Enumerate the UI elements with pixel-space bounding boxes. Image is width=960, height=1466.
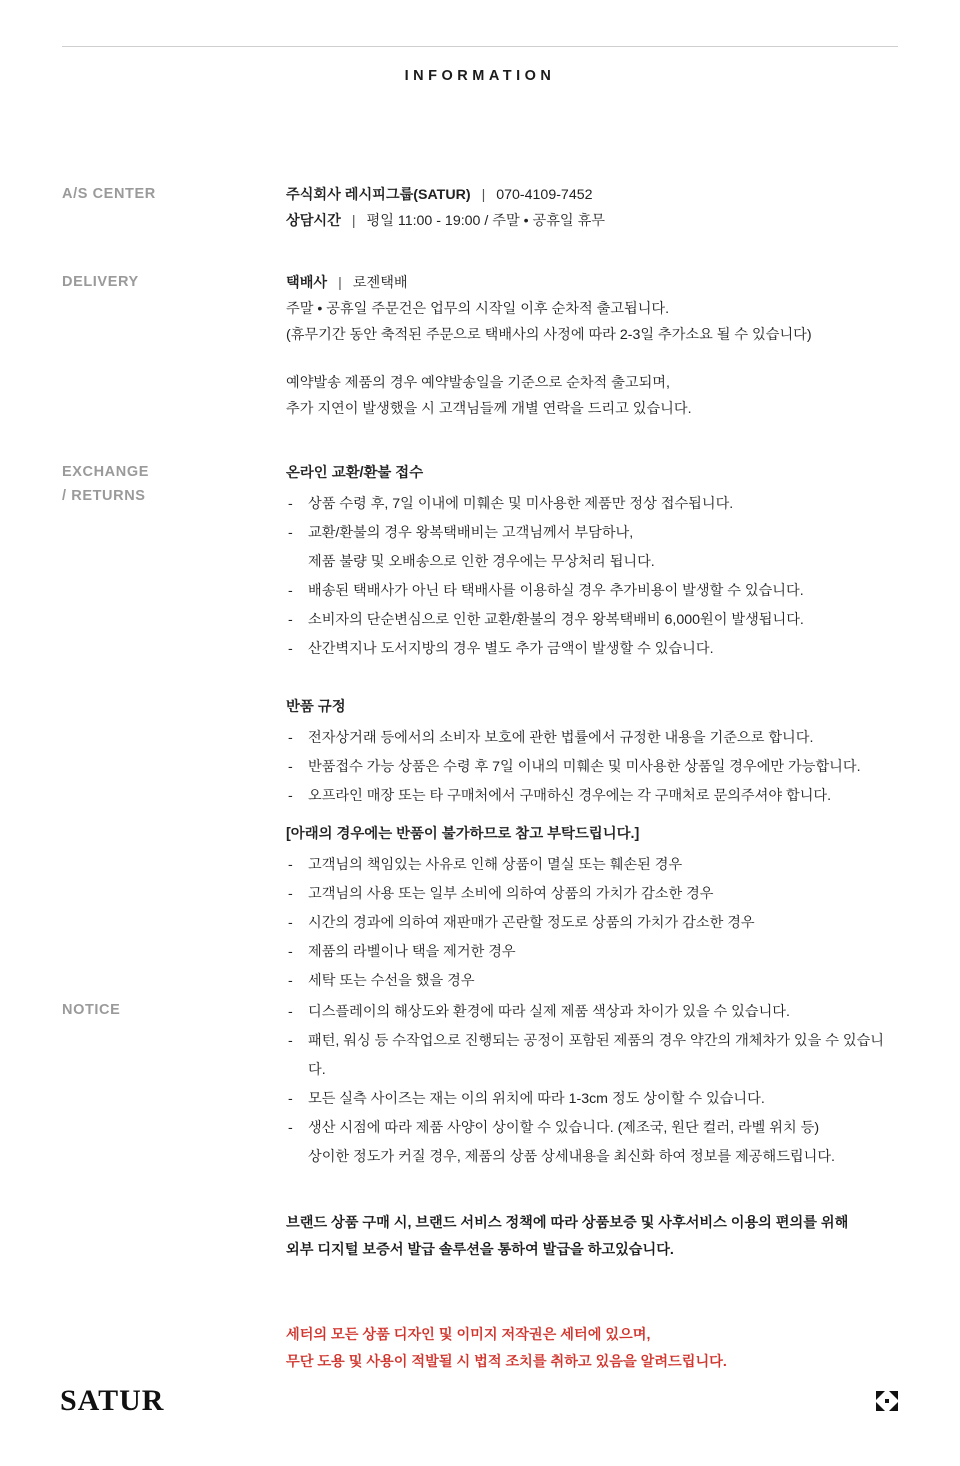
- list-item: [286, 851, 900, 880]
- list-item: [286, 967, 900, 996]
- list-item: [286, 635, 900, 664]
- copyright-line-1: 세터의 모든 상품 디자인 및 이미지 저작권은 세터에 있으며,: [286, 1327, 651, 1343]
- section-label-exchange-line1: EXCHANGE: [62, 464, 149, 480]
- list-item: [286, 782, 900, 811]
- delivery-courier-label: 택배사: [286, 275, 328, 291]
- exchange-spacer-1: [286, 664, 900, 694]
- exchange-online-list: [286, 490, 900, 664]
- delivery-line-3: (휴무기간 동안 축적된 주문으로 택배사의 사정에 따라 2-3일 추가소요 될 수 있습니다): [286, 327, 812, 343]
- footer-logo: SATUR: [60, 1384, 165, 1417]
- as-center-phone: 070-4109-7452: [496, 187, 593, 203]
- list-item-text: 전자상거래 등에서의 소비자 보호에 관한 법률에서 규정한 내용을 기준으로 합니다.: [308, 730, 814, 746]
- list-item-text: 시간의 경과에 의하여 재판매가 곤란할 정도로 상품의 가치가 감소한 경우: [308, 915, 755, 931]
- list-item-text-continued: 상이한 정도가 커질 경우, 제품의 상품 상세내용을 최신화 하여 정보를 제공해드립니다.: [308, 1149, 835, 1165]
- as-center-separator-2: |: [351, 213, 356, 229]
- delivery-line-1: [286, 270, 900, 296]
- delivery-spacer: [286, 348, 900, 370]
- section-label-notice: NOTICE: [62, 1002, 121, 1018]
- list-item: [286, 1114, 900, 1172]
- delivery-line-4: 예약발송 제품의 경우 예약발송일을 기준으로 순차적 출고되며,: [286, 375, 670, 391]
- list-item-text: 산간벽지나 도서지방의 경우 별도 추가 금액이 발생할 수 있습니다.: [308, 641, 714, 657]
- dash-marker: -: [288, 583, 293, 599]
- section-body-delivery: [286, 270, 900, 422]
- dash-marker: -: [288, 759, 293, 775]
- dash-marker: -: [288, 525, 293, 541]
- dash-marker: -: [288, 886, 293, 902]
- dash-marker: -: [288, 1033, 293, 1049]
- notice-spacer-2: [286, 1264, 900, 1322]
- dash-marker: -: [288, 612, 293, 628]
- exchange-online-title: 온라인 교환/환불 접수: [286, 465, 424, 481]
- section-label-exchange-line2: / RETURNS: [62, 488, 146, 504]
- list-item: [286, 606, 900, 635]
- dash-marker: -: [288, 915, 293, 931]
- delivery-line-5: 추가 지연이 발생했을 시 고객님들께 개별 연락을 드리고 있습니다.: [286, 401, 692, 417]
- list-item: [286, 577, 900, 606]
- list-item: [286, 724, 900, 753]
- non-returnable-title: [아래의 경우에는 반품이 불가하므로 참고 부탁드립니다.]: [286, 826, 640, 842]
- list-item-text: 고객님의 책임있는 사유로 인해 상품이 멸실 또는 훼손된 경우: [308, 857, 683, 873]
- exchange-spacer-2: [286, 811, 900, 821]
- copyright-note: [286, 1322, 900, 1376]
- dash-marker: -: [288, 1120, 293, 1136]
- list-item-text: 반품접수 가능 상품은 수령 후 7일 이내의 미훼손 및 미사용한 상품일 경우에만 가능합니다.: [308, 759, 861, 775]
- list-item-text: 배송된 택배사가 아닌 타 택배사를 이용하실 경우 추가비용이 발생할 수 있습니다.: [308, 583, 804, 599]
- dash-marker: -: [288, 973, 293, 989]
- list-item: [286, 998, 900, 1027]
- section-body-notice: [286, 998, 900, 1376]
- list-item-text: 교환/환불의 경우 왕복택배비는 고객님께서 부담하나,: [308, 525, 634, 541]
- as-center-company: 주식회사 레시피그룹(SATUR): [286, 187, 471, 203]
- list-item-text: 고객님의 사용 또는 일부 소비에 의하여 상품의 가치가 감소한 경우: [308, 886, 714, 902]
- brand-warranty-line-1: 브랜드 상품 구매 시, 브랜드 서비스 정책에 따라 상품보증 및 사후서비스 이용의 편의를 위해: [286, 1215, 849, 1231]
- as-center-separator-1: |: [481, 187, 486, 203]
- list-item-text-continued: 제품 불량 및 오배송으로 인한 경우에는 무상처리 됩니다.: [308, 554, 655, 570]
- notice-spacer-1: [286, 1172, 900, 1210]
- list-item-text: 제품의 라벨이나 택을 제거한 경우: [308, 944, 516, 960]
- page-title: INFORMATION: [404, 68, 556, 84]
- delivery-line-2: 주말 • 공휴일 주문건은 업무의 시작일 이후 순차적 출고됩니다.: [286, 301, 670, 317]
- as-center-line-2: [286, 208, 900, 234]
- list-item-text: 패턴, 워싱 등 수작업으로 진행되는 공정이 포함된 제품의 경우 약간의 개체차가 있을 수 있습니다.: [308, 1033, 884, 1078]
- top-divider: [62, 46, 898, 47]
- list-item: [286, 753, 900, 782]
- return-policy-title: 반품 규정: [286, 699, 346, 715]
- dash-marker: -: [288, 857, 293, 873]
- dash-marker: -: [288, 730, 293, 746]
- return-policy-list: [286, 724, 900, 811]
- satur-monogram-icon: [874, 1388, 900, 1414]
- dash-marker: -: [288, 1004, 293, 1020]
- section-label-as-center: A/S CENTER: [62, 186, 156, 202]
- list-item: [286, 490, 900, 519]
- list-item-text: 세탁 또는 수선을 했을 경우: [308, 973, 475, 989]
- list-item: [286, 880, 900, 909]
- as-center-line-1: [286, 182, 900, 208]
- section-body-as-center: [286, 182, 900, 234]
- list-item: [286, 1027, 900, 1085]
- delivery-separator: |: [338, 275, 342, 291]
- brand-warranty-line-2: 외부 디지털 보증서 발급 솔루션을 통하여 발급을 하고있습니다.: [286, 1242, 674, 1258]
- as-center-hours-value: 평일 11:00 - 19:00 / 주말 • 공휴일 휴무: [366, 213, 605, 229]
- list-item-text: 소비자의 단순변심으로 인한 교환/환불의 경우 왕복택배비 6,000원이 발생됩니다.: [308, 612, 804, 628]
- list-item-text: 오프라인 매장 또는 타 구매처에서 구매하신 경우에는 각 구매처로 문의주셔야 합니다.: [308, 788, 832, 804]
- section-label-exchange-returns: [62, 460, 262, 508]
- list-item-text: 모든 실측 사이즈는 재는 이의 위치에 따라 1-3cm 정도 상이할 수 있습니다.: [308, 1091, 765, 1107]
- as-center-hours-label: 상담시간: [286, 213, 341, 229]
- dash-marker: -: [288, 496, 293, 512]
- dash-marker: -: [288, 944, 293, 960]
- notice-list: [286, 998, 900, 1172]
- brand-warranty-note: [286, 1210, 900, 1264]
- section-body-exchange-returns: [286, 460, 900, 996]
- list-item-text: 상품 수령 후, 7일 이내에 미훼손 및 미사용한 제품만 정상 접수됩니다.: [308, 496, 734, 512]
- list-item-text: 디스플레이의 해상도와 환경에 따라 실제 제품 색상과 차이가 있을 수 있습니다.: [308, 1004, 790, 1020]
- dash-marker: -: [288, 641, 293, 657]
- list-item: [286, 519, 900, 577]
- list-item: [286, 938, 900, 967]
- list-item: [286, 909, 900, 938]
- delivery-courier-value: 로젠택배: [352, 275, 408, 291]
- non-returnable-list: [286, 851, 900, 996]
- list-item-text: 생산 시점에 따라 제품 사양이 상이할 수 있습니다. (제조국, 원단 컬러, 라벨 위치 등): [308, 1120, 820, 1136]
- list-item: [286, 1085, 900, 1114]
- dash-marker: -: [288, 1091, 293, 1107]
- copyright-line-2: 무단 도용 및 사용이 적발될 시 법적 조치를 취하고 있음을 알려드립니다.: [286, 1354, 727, 1370]
- dash-marker: -: [288, 788, 293, 804]
- section-label-delivery: DELIVERY: [62, 274, 139, 290]
